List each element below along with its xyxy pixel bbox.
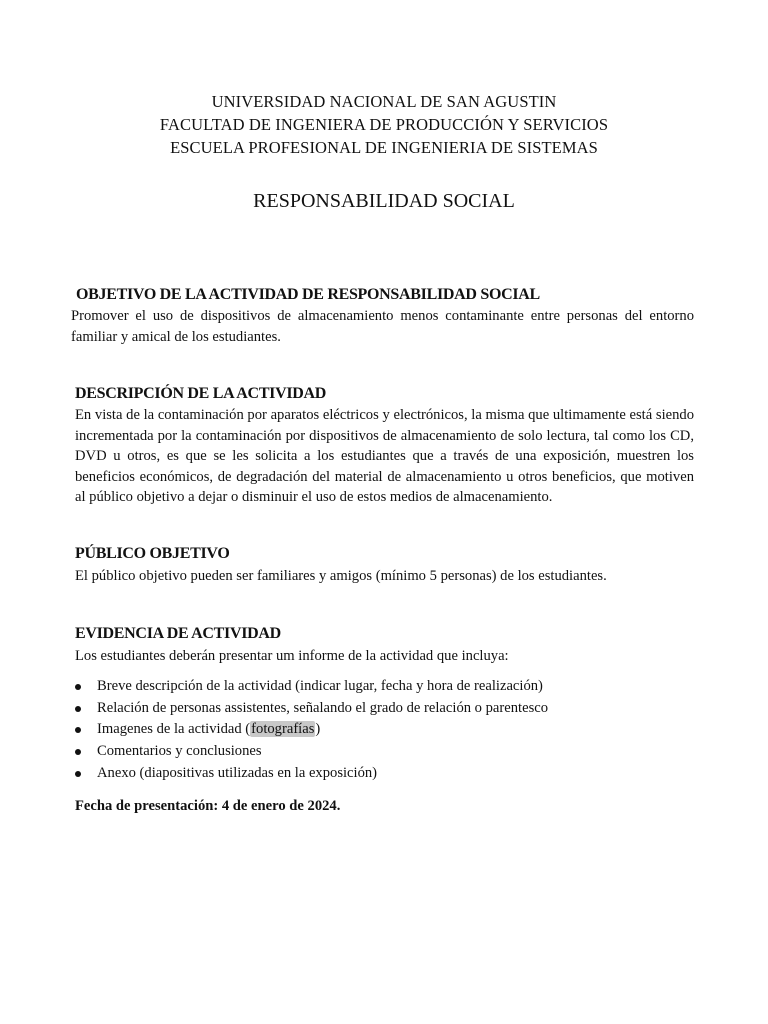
highlighted-word: fotografías — [251, 721, 315, 738]
publico-heading: PÚBLICO OBJETIVO — [75, 545, 230, 562]
publico-text: El público objetivo pueden ser familiares y amigos (mínimo 5 personas) de los estudiantes. — [75, 568, 607, 584]
list-item-text-suffix: ) — [315, 721, 321, 738]
evidencia-heading: EVIDENCIA DE ACTIVIDAD — [75, 625, 281, 642]
bullet-icon — [75, 771, 81, 777]
bullet-icon — [75, 727, 81, 733]
list-item-text: Anexo (diapositivas utilizadas en la exposición) — [97, 764, 378, 781]
bullet-icon — [75, 706, 81, 712]
descripcion-heading: DESCRIPCIÓN DE LA ACTIVIDAD — [75, 385, 327, 402]
faculty-name: FACULTAD DE INGENIERA DE PRODUCCIÓN Y SERVICIOS — [159, 115, 609, 134]
list-item — [75, 676, 548, 698]
descripcion-text: En vista de la contaminación por aparatos eléctricos y electrónicos, la misma que ultimamente está siendo incrementada por la contaminación por dispositivos de almacenamiento de solo lectura, tal como los CD, DVD u otros, es que se les solicita a los estudiantes que a través de una exposición, muestren los beneficios económicos, de degradación del material de almacenamiento u otros beneficios, que motiven al público objetivo a dejar o disminuir el uso de estos medios de almacenamiento. — [75, 407, 694, 505]
list-item-text: Breve descripción de la actividad (indicar lugar, fecha y hora de realización) — [97, 678, 543, 694]
evidencia-list — [75, 676, 548, 785]
list-item-text: Relación de personas assistentes, señalando el grado de relación o parentesco — [97, 699, 549, 716]
list-item — [75, 741, 548, 763]
list-item — [75, 763, 548, 785]
list-item — [75, 719, 548, 741]
school-name: ESCUELA PROFESIONAL DE INGENIERIA DE SISTEMAS — [170, 138, 598, 157]
objetivo-heading: OBJETIVO DE LA ACTIVIDAD DE RESPONSABILIDAD SOCIAL — [76, 286, 540, 303]
objetivo-text: Promover el uso de dispositivos de almacenamiento menos contaminante entre personas del entorno familiar y amical de los estudiantes. — [71, 308, 694, 345]
fecha-presentacion: Fecha de presentación: 4 de enero de 2024. — [75, 798, 341, 814]
list-item-text: Comentarios y conclusiones — [97, 743, 262, 760]
bullet-icon — [75, 684, 81, 690]
list-item-text-prefix: Imagenes de la actividad ( — [97, 721, 251, 738]
list-item — [75, 698, 548, 720]
university-name: UNIVERSIDAD NACIONAL DE SAN AGUSTIN — [211, 92, 557, 111]
document-title: RESPONSABILIDAD SOCIAL — [253, 190, 515, 212]
evidencia-intro: Los estudiantes deberán presentar um informe de la actividad que incluya: — [75, 648, 509, 664]
bullet-icon — [75, 749, 81, 755]
